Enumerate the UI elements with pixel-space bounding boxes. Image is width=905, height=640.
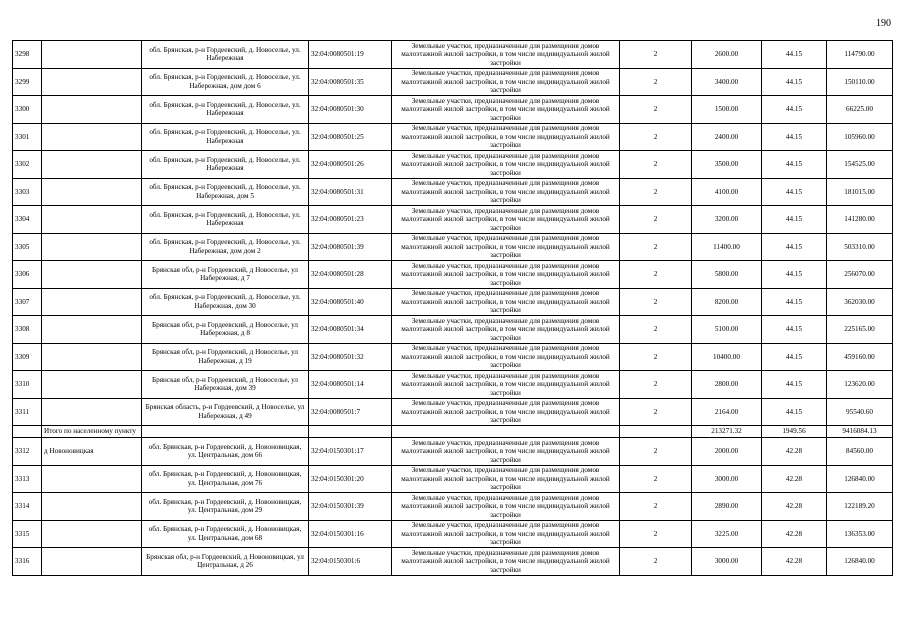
land-use-cell: Земельные участки, предназначенные для размещения домов малоэтажной жилой застройки, в том числе индивидуальной жилой застройки bbox=[392, 68, 620, 96]
land-use-cell: Земельные участки, предназначенные для размещения домов малоэтажной жилой застройки, в том числе индивидуальной жилой застройки bbox=[392, 41, 620, 69]
category-cell: 2 bbox=[620, 178, 692, 206]
cadastral-value-cell: 126840.00 bbox=[827, 465, 893, 493]
cadastral-number-cell: 32:04:0080501:30 bbox=[309, 96, 392, 124]
total-value-cell: 9416084.13 bbox=[827, 426, 893, 438]
land-register-table bbox=[12, 40, 893, 576]
row-number-cell: 3316 bbox=[13, 548, 42, 576]
land-use-cell: Земельные участки, предназначенные для размещения домов малоэтажной жилой застройки, в том числе индивидуальной жилой застройки bbox=[392, 343, 620, 371]
cadastral-value-cell: 122189.20 bbox=[827, 493, 893, 521]
area-cell: 2000.00 bbox=[692, 438, 762, 466]
row-number-cell: 3309 bbox=[13, 343, 42, 371]
cadastral-value-cell: 503310.00 bbox=[827, 233, 893, 261]
land-use-cell: Земельные участки, предназначенные для размещения домов малоэтажной жилой застройки, в том числе индивидуальной жилой застройки bbox=[392, 151, 620, 179]
category-cell: 2 bbox=[620, 233, 692, 261]
area-cell: 5100.00 bbox=[692, 316, 762, 344]
rate-cell: 44.15 bbox=[762, 68, 827, 96]
address-cell: Брянская обл, р-н Гордеевский, д Новоновицкая, ул Центральная, д 26 bbox=[142, 548, 309, 576]
cadastral-value-cell: 154525.00 bbox=[827, 151, 893, 179]
area-cell: 2600.00 bbox=[692, 41, 762, 69]
row-number-cell: 3312 bbox=[13, 438, 42, 466]
land-use-cell: Земельные участки, предназначенные для размещения домов малоэтажной жилой застройки, в том числе индивидуальной жилой застройки bbox=[392, 178, 620, 206]
table-row bbox=[13, 520, 893, 548]
category-cell: 2 bbox=[620, 151, 692, 179]
area-cell: 1500.00 bbox=[692, 96, 762, 124]
table-row bbox=[13, 151, 893, 179]
category-cell: 2 bbox=[620, 548, 692, 576]
settlement-cell bbox=[42, 316, 142, 344]
settlement-cell bbox=[42, 371, 142, 399]
area-cell: 10400.00 bbox=[692, 343, 762, 371]
cadastral-number-cell: 32:04:0150301:6 bbox=[309, 548, 392, 576]
cadastral-number-cell: 32:04:0080501:28 bbox=[309, 261, 392, 289]
category-cell: 2 bbox=[620, 398, 692, 426]
address-cell: Брянская обл, р-н Гордеевский, д Новоселье, ул Набережная, д 7 bbox=[142, 261, 309, 289]
settlement-cell bbox=[42, 178, 142, 206]
row-number-cell: 3306 bbox=[13, 261, 42, 289]
rate-cell: 44.15 bbox=[762, 206, 827, 234]
land-use-cell: Земельные участки, предназначенные для размещения домов малоэтажной жилой застройки, в том числе индивидуальной жилой застройки bbox=[392, 493, 620, 521]
address-cell: обл. Брянская, р-н Гордеевский, д. Новоселье, ул. Набережная, дом 30 bbox=[142, 288, 309, 316]
address-cell: Брянская обл, р-н Гордеевский, д Новоселье, ул Набережная, дом 39 bbox=[142, 371, 309, 399]
cadastral-value-cell: 95540.60 bbox=[827, 398, 893, 426]
address-cell: Брянская область, р-н Гордеевский, д Новоселье, ул Набережная, д 49 bbox=[142, 398, 309, 426]
settlement-cell bbox=[42, 123, 142, 151]
row-number-cell: 3307 bbox=[13, 288, 42, 316]
table-row bbox=[13, 343, 893, 371]
rate-cell: 42.28 bbox=[762, 520, 827, 548]
row-number-cell: 3305 bbox=[13, 233, 42, 261]
table-row bbox=[13, 493, 893, 521]
table-row bbox=[13, 68, 893, 96]
total-row bbox=[13, 426, 893, 438]
rate-cell: 44.15 bbox=[762, 178, 827, 206]
rate-cell: 44.15 bbox=[762, 316, 827, 344]
cadastral-value-cell: 225165.00 bbox=[827, 316, 893, 344]
cadastral-number-cell: 32:04:0080501:32 bbox=[309, 343, 392, 371]
cadastral-number-cell: 32:04:0080501:23 bbox=[309, 206, 392, 234]
settlement-cell bbox=[42, 233, 142, 261]
land-use-cell: Земельные участки, предназначенные для размещения домов малоэтажной жилой застройки, в том числе индивидуальной жилой застройки bbox=[392, 438, 620, 466]
land-use-cell: Земельные участки, предназначенные для размещения домов малоэтажной жилой застройки, в том числе индивидуальной жилой застройки bbox=[392, 96, 620, 124]
category-cell: 2 bbox=[620, 261, 692, 289]
area-cell: 3400.00 bbox=[692, 68, 762, 96]
cadastral-value-cell: 105960.00 bbox=[827, 123, 893, 151]
land-use-cell: Земельные участки, предназначенные для размещения домов малоэтажной жилой застройки, в том числе индивидуальной жилой застройки bbox=[392, 288, 620, 316]
settlement-cell bbox=[42, 68, 142, 96]
category-cell: 2 bbox=[620, 68, 692, 96]
cadastral-number-cell: 32:04:0150301:20 bbox=[309, 465, 392, 493]
category-cell: 2 bbox=[620, 96, 692, 124]
category-cell: 2 bbox=[620, 465, 692, 493]
category-cell: 2 bbox=[620, 343, 692, 371]
address-cell bbox=[142, 426, 309, 438]
address-cell: обл. Брянская, р-н Гордеевский, д. Новоселье, ул. Набережная bbox=[142, 206, 309, 234]
table-row bbox=[13, 371, 893, 399]
table-row bbox=[13, 206, 893, 234]
cadastral-value-cell: 459160.00 bbox=[827, 343, 893, 371]
land-use-cell: Земельные участки, предназначенные для размещения домов малоэтажной жилой застройки, в том числе индивидуальной жилой застройки bbox=[392, 548, 620, 576]
area-cell: 2800.00 bbox=[692, 371, 762, 399]
table-row bbox=[13, 233, 893, 261]
cadastral-number-cell: 32:04:0080501:34 bbox=[309, 316, 392, 344]
cadastral-value-cell: 66225.00 bbox=[827, 96, 893, 124]
rate-cell: 44.15 bbox=[762, 371, 827, 399]
settlement-cell bbox=[42, 343, 142, 371]
settlement-cell bbox=[42, 548, 142, 576]
row-number-cell: 3299 bbox=[13, 68, 42, 96]
settlement-cell bbox=[42, 520, 142, 548]
settlement-cell bbox=[42, 151, 142, 179]
rate-cell: 44.15 bbox=[762, 233, 827, 261]
cadastral-number-cell: 32:04:0080501:31 bbox=[309, 178, 392, 206]
land-use-cell: Земельные участки, предназначенные для размещения домов малоэтажной жилой застройки, в том числе индивидуальной жилой застройки bbox=[392, 261, 620, 289]
area-cell: 3200.00 bbox=[692, 206, 762, 234]
settlement-cell bbox=[42, 41, 142, 69]
category-cell: 2 bbox=[620, 123, 692, 151]
cadastral-value-cell: 181015.00 bbox=[827, 178, 893, 206]
address-cell: обл. Брянская, р-н Гордеевский, д. Новоселье, ул. Набережная, дом 5 bbox=[142, 178, 309, 206]
row-number-cell bbox=[13, 426, 42, 438]
cadastral-number-cell: 32:04:0080501:39 bbox=[309, 233, 392, 261]
land-use-cell: Земельные участки, предназначенные для размещения домов малоэтажной жилой застройки, в том числе индивидуальной жилой застройки bbox=[392, 206, 620, 234]
settlement-cell bbox=[42, 398, 142, 426]
land-use-cell: Земельные участки, предназначенные для размещения домов малоэтажной жилой застройки, в том числе индивидуальной жилой застройки bbox=[392, 465, 620, 493]
table-row bbox=[13, 41, 893, 69]
address-cell: обл. Брянская, р-н Гордеевский, д. Новоновицкая, ул. Центральная, дом 29 bbox=[142, 493, 309, 521]
table-row bbox=[13, 465, 893, 493]
category-cell bbox=[620, 426, 692, 438]
total-area-cell: 213271.32 bbox=[692, 426, 762, 438]
table-row bbox=[13, 548, 893, 576]
table-row bbox=[13, 178, 893, 206]
row-number-cell: 3314 bbox=[13, 493, 42, 521]
address-cell: обл. Брянская, р-н Гордеевский, д. Новоселье, ул. Набережная, дом дом 2 bbox=[142, 233, 309, 261]
cadastral-number-cell: 32:04:0150301:39 bbox=[309, 493, 392, 521]
address-cell: Брянская обл, р-н Гордеевский, д Новоселье, ул Набережная, д 8 bbox=[142, 316, 309, 344]
cadastral-number-cell: 32:04:0080501:26 bbox=[309, 151, 392, 179]
cadastral-value-cell: 136353.00 bbox=[827, 520, 893, 548]
rate-cell: 44.15 bbox=[762, 288, 827, 316]
area-cell: 2890.00 bbox=[692, 493, 762, 521]
area-cell: 3225.00 bbox=[692, 520, 762, 548]
category-cell: 2 bbox=[620, 371, 692, 399]
cadastral-number-cell: 32:04:0080501:19 bbox=[309, 41, 392, 69]
address-cell: обл. Брянская, р-н Гордеевский, д. Новоселье, ул. Набережная bbox=[142, 123, 309, 151]
settlement-cell: д Новоновицкая bbox=[42, 438, 142, 466]
table-row bbox=[13, 261, 893, 289]
address-cell: обл. Брянская, р-н Гордеевский, д. Новоселье, ул. Набережная, дом дом 6 bbox=[142, 68, 309, 96]
settlement-cell bbox=[42, 261, 142, 289]
cadastral-value-cell: 114790.00 bbox=[827, 41, 893, 69]
area-cell: 3000.00 bbox=[692, 548, 762, 576]
rate-cell: 44.15 bbox=[762, 343, 827, 371]
land-use-cell: Земельные участки, предназначенные для размещения домов малоэтажной жилой застройки, в том числе индивидуальной жилой застройки bbox=[392, 398, 620, 426]
cadastral-value-cell: 141280.00 bbox=[827, 206, 893, 234]
cadastral-value-cell: 362030.00 bbox=[827, 288, 893, 316]
address-cell: обл. Брянская, р-н Гордеевский, д. Новоселье, ул. Набережная bbox=[142, 151, 309, 179]
area-cell: 5800.00 bbox=[692, 261, 762, 289]
area-cell: 11400.00 bbox=[692, 233, 762, 261]
cadastral-value-cell: 123620.00 bbox=[827, 371, 893, 399]
land-use-cell: Земельные участки, предназначенные для размещения домов малоэтажной жилой застройки, в том числе индивидуальной жилой застройки bbox=[392, 316, 620, 344]
area-cell: 2164.00 bbox=[692, 398, 762, 426]
cadastral-number-cell: 32:04:0080501:25 bbox=[309, 123, 392, 151]
land-use-cell: Земельные участки, предназначенные для размещения домов малоэтажной жилой застройки, в том числе индивидуальной жилой застройки bbox=[392, 233, 620, 261]
rate-cell: 42.28 bbox=[762, 548, 827, 576]
address-cell: обл. Брянская, р-н Гордеевский, д. Новоновицкая, ул. Центральная, дом 66 bbox=[142, 438, 309, 466]
category-cell: 2 bbox=[620, 493, 692, 521]
area-cell: 3500.00 bbox=[692, 151, 762, 179]
land-use-cell bbox=[392, 426, 620, 438]
row-number-cell: 3298 bbox=[13, 41, 42, 69]
row-number-cell: 3310 bbox=[13, 371, 42, 399]
row-number-cell: 3303 bbox=[13, 178, 42, 206]
cadastral-number-cell: 32:04:0080501:7 bbox=[309, 398, 392, 426]
address-cell: обл. Брянская, р-н Гордеевский, д. Новоселье, ул. Набережная bbox=[142, 96, 309, 124]
rate-cell: 44.15 bbox=[762, 261, 827, 289]
address-cell: обл. Брянская, р-н Гордеевский, д. Новоновицкая, ул. Центральная, дом 76 bbox=[142, 465, 309, 493]
rate-cell: 44.15 bbox=[762, 41, 827, 69]
row-number-cell: 3302 bbox=[13, 151, 42, 179]
cadastral-number-cell: 32:04:0080501:14 bbox=[309, 371, 392, 399]
cadastral-number-cell: 32:04:0150301:17 bbox=[309, 438, 392, 466]
page-number: 190 bbox=[876, 18, 891, 29]
rate-cell: 42.28 bbox=[762, 465, 827, 493]
settlement-cell bbox=[42, 288, 142, 316]
cadastral-value-cell: 84560.00 bbox=[827, 438, 893, 466]
table-row bbox=[13, 438, 893, 466]
cadastral-value-cell: 256070.00 bbox=[827, 261, 893, 289]
category-cell: 2 bbox=[620, 520, 692, 548]
rate-cell: 44.15 bbox=[762, 123, 827, 151]
total-label-cell: Итого по населенному пункту bbox=[42, 426, 142, 438]
row-number-cell: 3313 bbox=[13, 465, 42, 493]
cadastral-number-cell: 32:04:0150301:16 bbox=[309, 520, 392, 548]
area-cell: 4100.00 bbox=[692, 178, 762, 206]
cadastral-number-cell: 32:04:0080501:40 bbox=[309, 288, 392, 316]
row-number-cell: 3308 bbox=[13, 316, 42, 344]
cadastral-value-cell: 150110.00 bbox=[827, 68, 893, 96]
land-use-cell: Земельные участки, предназначенные для размещения домов малоэтажной жилой застройки, в том числе индивидуальной жилой застройки bbox=[392, 371, 620, 399]
category-cell: 2 bbox=[620, 438, 692, 466]
table-row bbox=[13, 288, 893, 316]
area-cell: 8200.00 bbox=[692, 288, 762, 316]
address-cell: обл. Брянская, р-н Гордеевский, д. Новоновицкая, ул. Центральная, дом 68 bbox=[142, 520, 309, 548]
row-number-cell: 3315 bbox=[13, 520, 42, 548]
address-cell: Брянская обл, р-н Гордеевский, д Новоселье, ул Набережная, д 19 bbox=[142, 343, 309, 371]
row-number-cell: 3304 bbox=[13, 206, 42, 234]
row-number-cell: 3301 bbox=[13, 123, 42, 151]
row-number-cell: 3300 bbox=[13, 96, 42, 124]
category-cell: 2 bbox=[620, 316, 692, 344]
area-cell: 3000.00 bbox=[692, 465, 762, 493]
settlement-cell bbox=[42, 96, 142, 124]
table-row bbox=[13, 96, 893, 124]
rate-cell: 42.28 bbox=[762, 438, 827, 466]
row-number-cell: 3311 bbox=[13, 398, 42, 426]
rate-cell: 44.15 bbox=[762, 151, 827, 179]
cadastral-number-cell: 32:04:0080501:35 bbox=[309, 68, 392, 96]
total-rate-cell: 1949.56 bbox=[762, 426, 827, 438]
category-cell: 2 bbox=[620, 206, 692, 234]
cadastral-number-cell bbox=[309, 426, 392, 438]
table-row bbox=[13, 398, 893, 426]
address-cell: обл. Брянская, р-н Гордеевский, д. Новоселье, ул. Набережная bbox=[142, 41, 309, 69]
category-cell: 2 bbox=[620, 41, 692, 69]
table-row bbox=[13, 316, 893, 344]
land-use-cell: Земельные участки, предназначенные для размещения домов малоэтажной жилой застройки, в том числе индивидуальной жилой застройки bbox=[392, 123, 620, 151]
rate-cell: 42.28 bbox=[762, 493, 827, 521]
category-cell: 2 bbox=[620, 288, 692, 316]
settlement-cell bbox=[42, 206, 142, 234]
area-cell: 2400.00 bbox=[692, 123, 762, 151]
rate-cell: 44.15 bbox=[762, 398, 827, 426]
settlement-cell bbox=[42, 465, 142, 493]
land-use-cell: Земельные участки, предназначенные для размещения домов малоэтажной жилой застройки, в том числе индивидуальной жилой застройки bbox=[392, 520, 620, 548]
table-row bbox=[13, 123, 893, 151]
cadastral-value-cell: 126840.00 bbox=[827, 548, 893, 576]
rate-cell: 44.15 bbox=[762, 96, 827, 124]
settlement-cell bbox=[42, 493, 142, 521]
